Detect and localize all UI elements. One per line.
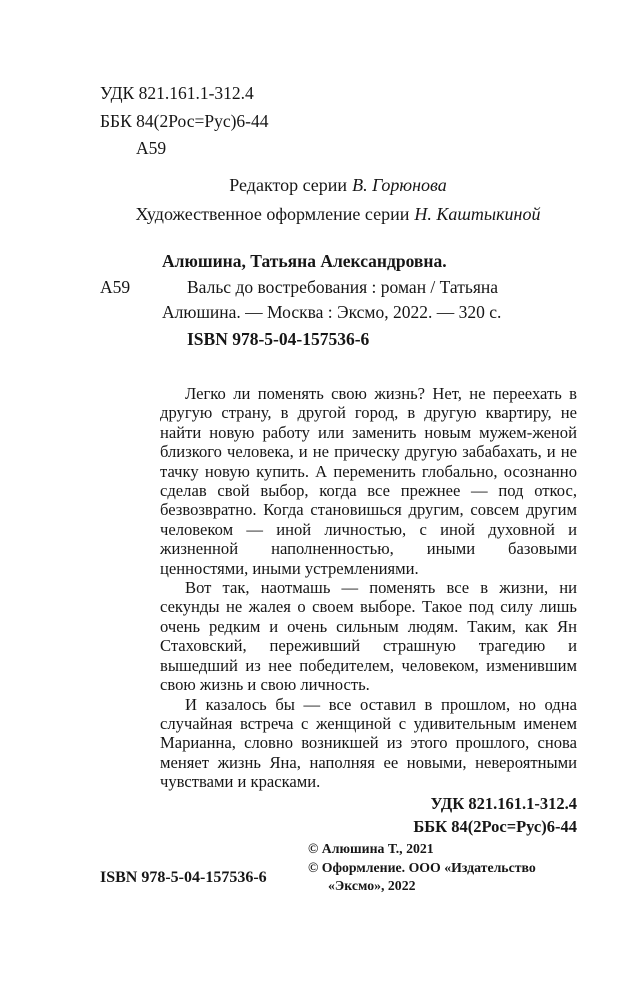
series-credits-block — [82, 171, 594, 228]
bibliographic-entry — [100, 249, 578, 352]
bbk-code-top: ББК 84(2Рос=Рус)6-44 — [100, 110, 269, 131]
annotation-paragraph-3: И казалось бы — все оставил в прошлом, но одна случайная встреча с женщиной с удивительным именем Марианна, словно возникшей из этого прошлого, снова меняет жизнь Яна, наполняя ее новыми, невероятными чувствами и красками. — [160, 694, 577, 792]
annotation-block — [160, 384, 577, 792]
biblio-author-code: А59 — [100, 276, 131, 297]
series-editor-label: Редактор серии — [229, 175, 348, 195]
isbn-bottom: ISBN 978-5-04-157536-6 — [100, 869, 267, 886]
biblio-isbn: ISBN 978-5-04-157536-6 — [187, 328, 370, 349]
biblio-description: Вальс до востребования : роман / Татьяна Алюшина. — Москва : Эксмо, 2022. — 320 с. — [162, 276, 502, 322]
author-code-top: А59 — [136, 138, 167, 158]
bottom-codes-block — [100, 792, 577, 838]
series-designer-line — [82, 200, 594, 229]
copyright-block — [308, 840, 536, 896]
series-designer-label: Художественное оформление серии — [135, 203, 410, 224]
copyright-publisher-line: © Оформление. ООО «Издательство — [308, 859, 536, 875]
top-codes-block — [100, 80, 269, 163]
biblio-author-heading: Алюшина, Татьяна Александровна. — [162, 251, 447, 271]
biblio-description-row — [100, 275, 578, 326]
series-designer-name: Н. Каштыкиной — [414, 203, 541, 224]
copyright-author-line: © Алюшина Т., 2021 — [308, 841, 434, 856]
bbk-code-bottom: ББК 84(2Рос=Рус)6-44 — [413, 817, 577, 836]
series-editor-line — [82, 171, 594, 200]
udc-code-bottom: УДК 821.161.1-312.4 — [430, 794, 577, 813]
series-editor-name: В. Горюнова — [352, 175, 447, 195]
annotation-paragraph-2: Вот так, наотмашь — поменять все в жизни, ни секунды не жалея о своем выборе. Такое под силу лишь очень редким и очень сильным людям. Таким, как Ян Стаховский, переживший страшную трагедию и вышедший из нее победителем, человеком, изменившим свою жизнь и свою личность. — [160, 578, 577, 695]
udc-code-top: УДК 821.161.1-312.4 — [100, 83, 254, 103]
copyright-publisher-line-cont: «Эксмо», 2022 — [328, 878, 416, 893]
annotation-paragraph-1: Легко ли поменять свою жизнь? Нет, не переехать в другую страну, в другой город, в другую квартиру, не найти новую работу или заменить новым мужем-женой близкого человека, и не прическу другую забабахать, и не тачку новую купить. А переменить глобально, осознанно сделав свой выбор, когда все прежнее — под откос, безвозвратно. Когда становишься другим, совсем другим человеком — иной личностью, с иной духовной и жизненной наполненностью, иными базовыми ценностями, иными устремлениями. — [160, 384, 577, 578]
